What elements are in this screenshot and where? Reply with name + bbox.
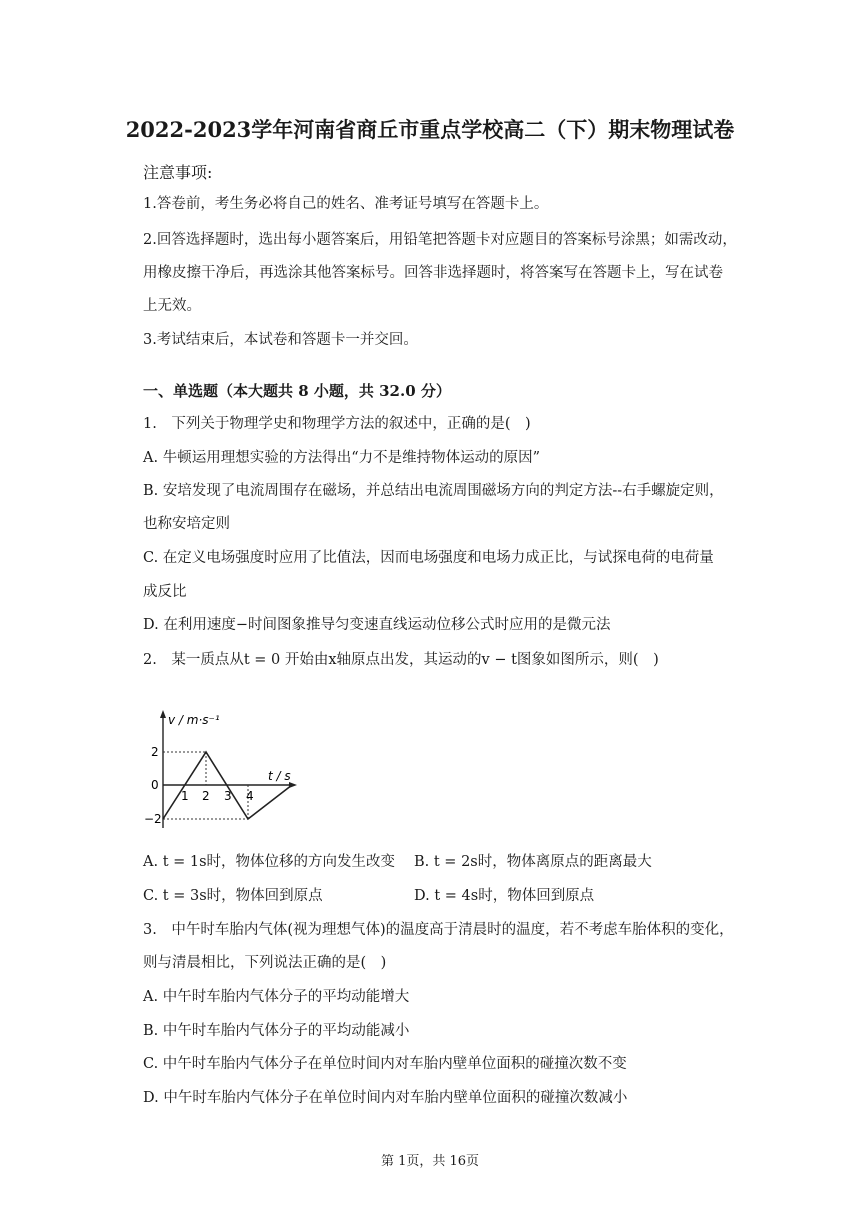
question-3-option-d: D. 中午时车胎内气体分子在单位时间内对车胎内壁单位面积的碰撞次数减小 bbox=[143, 1090, 628, 1106]
notice-line: 3.考试结束后，本试卷和答题卡一并交回。 bbox=[143, 332, 418, 348]
exam-title: 2022-2023学年河南省商丘市重点学校高二（下）期末物理试卷 bbox=[125, 117, 735, 142]
question-3-stem-cont: 则与清晨相比，下列说法正确的是( ) bbox=[143, 955, 387, 971]
question-3-option-b: B. 中午时车胎内气体分子的平均动能减小 bbox=[143, 1023, 410, 1039]
x-tick-label: 4 bbox=[246, 789, 254, 803]
question-2-option-b: B. t = 2s时，物体离原点的距离最大 bbox=[414, 854, 652, 870]
question-1-option-b: B. 安培发现了电流周围存在磁场，并总结出电流周围磁场方向的判定方法--右手螺旋定则， bbox=[143, 483, 724, 499]
question-1-stem: 1. 下列关于物理学史和物理学方法的叙述中，正确的是( ) bbox=[143, 416, 531, 432]
question-1-option-b-cont: 也称安培定则 bbox=[143, 516, 230, 532]
notice-line: 1.答卷前，考生务必将自己的姓名、准考证号填写在答题卡上。 bbox=[143, 196, 549, 212]
question-1-option-c-cont: 成反比 bbox=[143, 584, 187, 600]
question-2-stem: 2. 某一质点从t = 0 开始由x轴原点出发，其运动的v − t图象如图所示，则( ) bbox=[143, 652, 659, 668]
question-2-option-d: D. t = 4s时，物体回到原点 bbox=[414, 888, 595, 904]
x-tick-label: 2 bbox=[202, 789, 210, 803]
v-axis-label: v / m·s⁻¹ bbox=[168, 713, 220, 727]
question-3-option-c: C. 中午时车胎内气体分子在单位时间内对车胎内壁单位面积的碰撞次数不变 bbox=[143, 1056, 627, 1072]
question-1-option-c: C. 在定义电场强度时应用了比值法，因而电场强度和电场力成正比，与试探电荷的电荷量 bbox=[143, 550, 714, 566]
question-3-option-a: A. 中午时车胎内气体分子的平均动能增大 bbox=[143, 989, 410, 1005]
x-tick-label: 3 bbox=[224, 789, 232, 803]
question-2-option-c: C. t = 3s时，物体回到原点 bbox=[143, 888, 323, 904]
v-axis-arrow bbox=[160, 710, 166, 718]
notice-heading: 注意事项: bbox=[143, 163, 213, 182]
notice-line: 上无效。 bbox=[143, 298, 201, 314]
question-2-option-a: A. t = 1s时，物体位移的方向发生改变 bbox=[143, 854, 396, 870]
section-heading: 一、单选题（本大题共 8 小题，共 32.0 分） bbox=[143, 382, 451, 400]
notice-line: 2.回答选择题时，选出每小题答案后，用铅笔把答题卡对应题目的答案标号涂黑；如需改动， bbox=[143, 232, 737, 248]
page-footer: 第 1页，共 16页 bbox=[380, 1154, 480, 1169]
t-axis-label: t / s bbox=[268, 769, 291, 783]
y-tick-label: 2 bbox=[151, 745, 159, 759]
question-3-stem: 3. 中午时车胎内气体(视为理想气体)的温度高于清晨时的温度，若不考虑车胎体积的变化， bbox=[143, 922, 734, 938]
x-tick-label: 1 bbox=[181, 789, 189, 803]
y-tick-label: 0 bbox=[151, 778, 159, 792]
y-tick-label: −2 bbox=[144, 812, 162, 826]
question-1-option-d: D. 在利用速度−时间图象推导匀变速直线运动位移公式时应用的是微元法 bbox=[143, 617, 611, 633]
notice-line: 用橡皮擦干净后，再选涂其他答案标号。回答非选择题时，将答案写在答题卡上，写在试卷 bbox=[143, 265, 723, 281]
v-t-graph bbox=[140, 708, 305, 833]
question-1-option-a: A. 牛顿运用理想实验的方法得出“力不是维持物体运动的原因” bbox=[143, 450, 541, 466]
